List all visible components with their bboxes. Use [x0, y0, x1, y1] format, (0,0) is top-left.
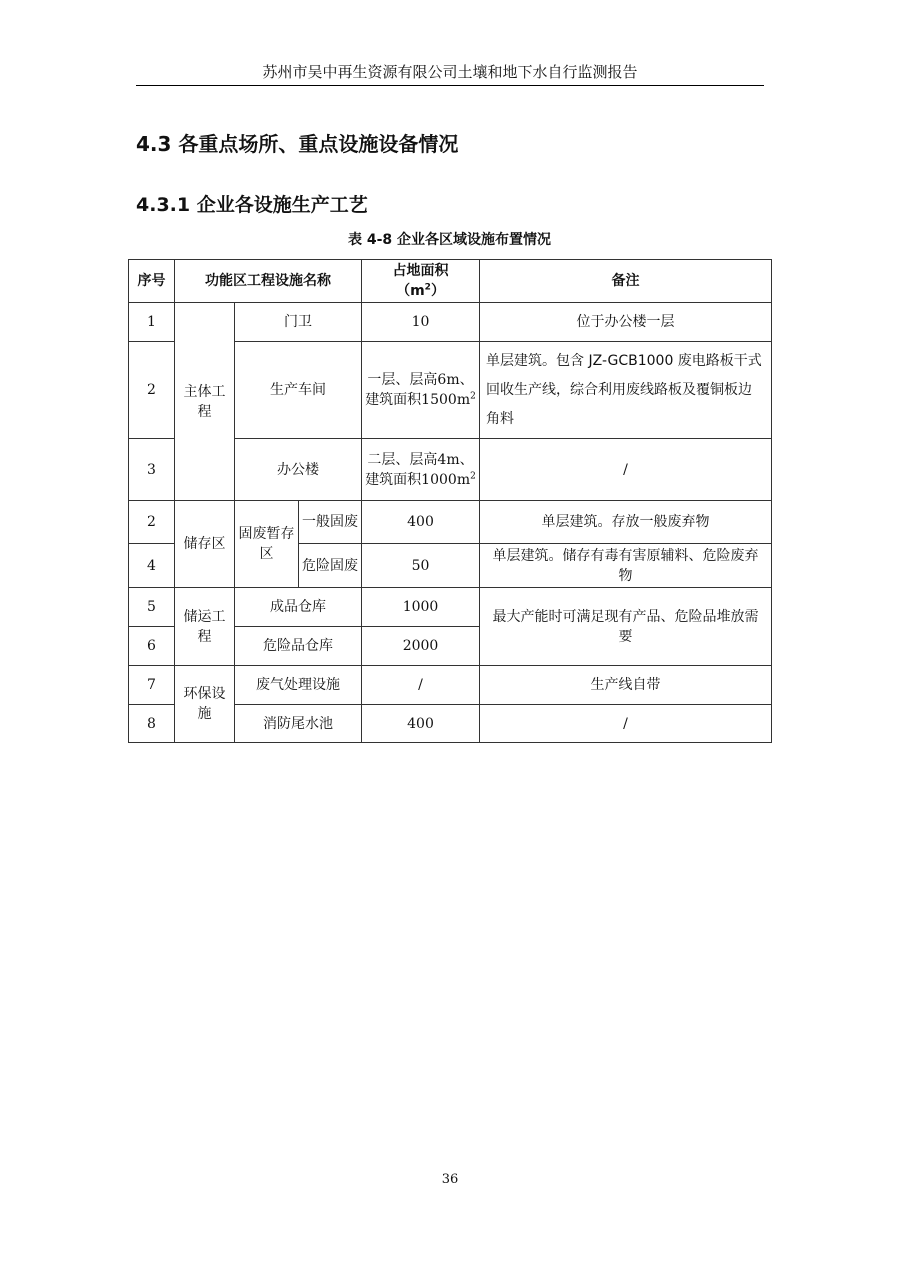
row-seq: 2 — [129, 501, 175, 544]
facility-remark: 生产线自带 — [480, 666, 772, 705]
facility-area — [362, 342, 480, 439]
facility-name: 成品仓库 — [235, 588, 362, 627]
facility-area — [362, 439, 480, 501]
facility-area: 2000 — [362, 627, 480, 666]
header-area-unit-close: ） — [430, 283, 445, 299]
section-heading: 4.3 各重点场所、重点设施设备情况 — [136, 132, 459, 156]
facility-name: 废气处理设施 — [235, 666, 362, 705]
facility-name: 门卫 — [235, 303, 362, 342]
row-seq: 2 — [129, 342, 175, 439]
group-environmental-facilities: 环保设施 — [175, 666, 235, 743]
header-area — [362, 260, 480, 303]
facility-area-sup: 2 — [470, 470, 476, 481]
group-storage-transport: 储运工程 — [175, 588, 235, 666]
facility-remark: / — [480, 705, 772, 743]
table-caption: 表 4-8 企业各区域设施布置情况 — [347, 232, 552, 248]
facility-name: 一般固废 — [299, 501, 362, 544]
facility-table — [128, 259, 772, 743]
facility-name: 危险固废 — [299, 544, 362, 588]
table-row — [129, 303, 772, 342]
group-main-engineering: 主体工程 — [175, 303, 235, 501]
header-facility-name: 功能区工程设施名称 — [175, 260, 362, 303]
header-area-unit-sup: 2 — [424, 282, 431, 293]
facility-area: 50 — [362, 544, 480, 588]
header-seq: 序号 — [129, 260, 175, 303]
facility-remark: 位于办公楼一层 — [480, 303, 772, 342]
facility-remark: 单层建筑。存放一般废弃物 — [480, 501, 772, 544]
row-seq: 3 — [129, 439, 175, 501]
facility-name: 消防尾水池 — [235, 705, 362, 743]
row-seq: 7 — [129, 666, 175, 705]
page-number: 36 — [441, 1172, 459, 1187]
facility-remark: 单层建筑。储存有毒有害原辅料、危险废弃物 — [480, 544, 772, 588]
facility-area-text: 二层、层高4m、建筑面积1000m — [365, 451, 474, 488]
facility-area-text: 一层、层高6m、建筑面积1500m — [365, 372, 474, 408]
group-storage-area: 储存区 — [175, 501, 235, 588]
facility-area: 10 — [362, 303, 480, 342]
row-seq: 1 — [129, 303, 175, 342]
facility-remark: 最大产能时可满足现有产品、危险品堆放需要 — [480, 588, 772, 666]
table-row — [129, 588, 772, 627]
running-header: 苏州市吴中再生资源有限公司土壤和地下水自行监测报告 — [136, 62, 764, 86]
row-seq: 4 — [129, 544, 175, 588]
subsection-heading: 4.3.1 企业各设施生产工艺 — [136, 194, 368, 216]
row-seq: 8 — [129, 705, 175, 743]
header-area-label: 占地面积 — [392, 263, 449, 279]
header-remark: 备注 — [480, 260, 772, 303]
facility-area: 400 — [362, 501, 480, 544]
facility-area: 1000 — [362, 588, 480, 627]
facility-name: 生产车间 — [235, 342, 362, 439]
facility-remark: / — [480, 439, 772, 501]
facility-name: 办公楼 — [235, 439, 362, 501]
header-area-unit: （m — [396, 283, 425, 299]
facility-name: 危险品仓库 — [235, 627, 362, 666]
table-row — [129, 501, 772, 544]
table-row — [129, 666, 772, 705]
facility-area: 400 — [362, 705, 480, 743]
facility-remark: 单层建筑。包含 JZ-GCB1000 废电路板干式回收生产线，综合利用废线路板及覆铜板边角料 — [480, 342, 772, 439]
table-header-row — [129, 260, 772, 303]
facility-area: / — [362, 666, 480, 705]
row-seq: 5 — [129, 588, 175, 627]
facility-area-sup: 2 — [470, 391, 476, 402]
group-solid-waste-storage: 固废暂存区 — [235, 501, 299, 588]
row-seq: 6 — [129, 627, 175, 666]
